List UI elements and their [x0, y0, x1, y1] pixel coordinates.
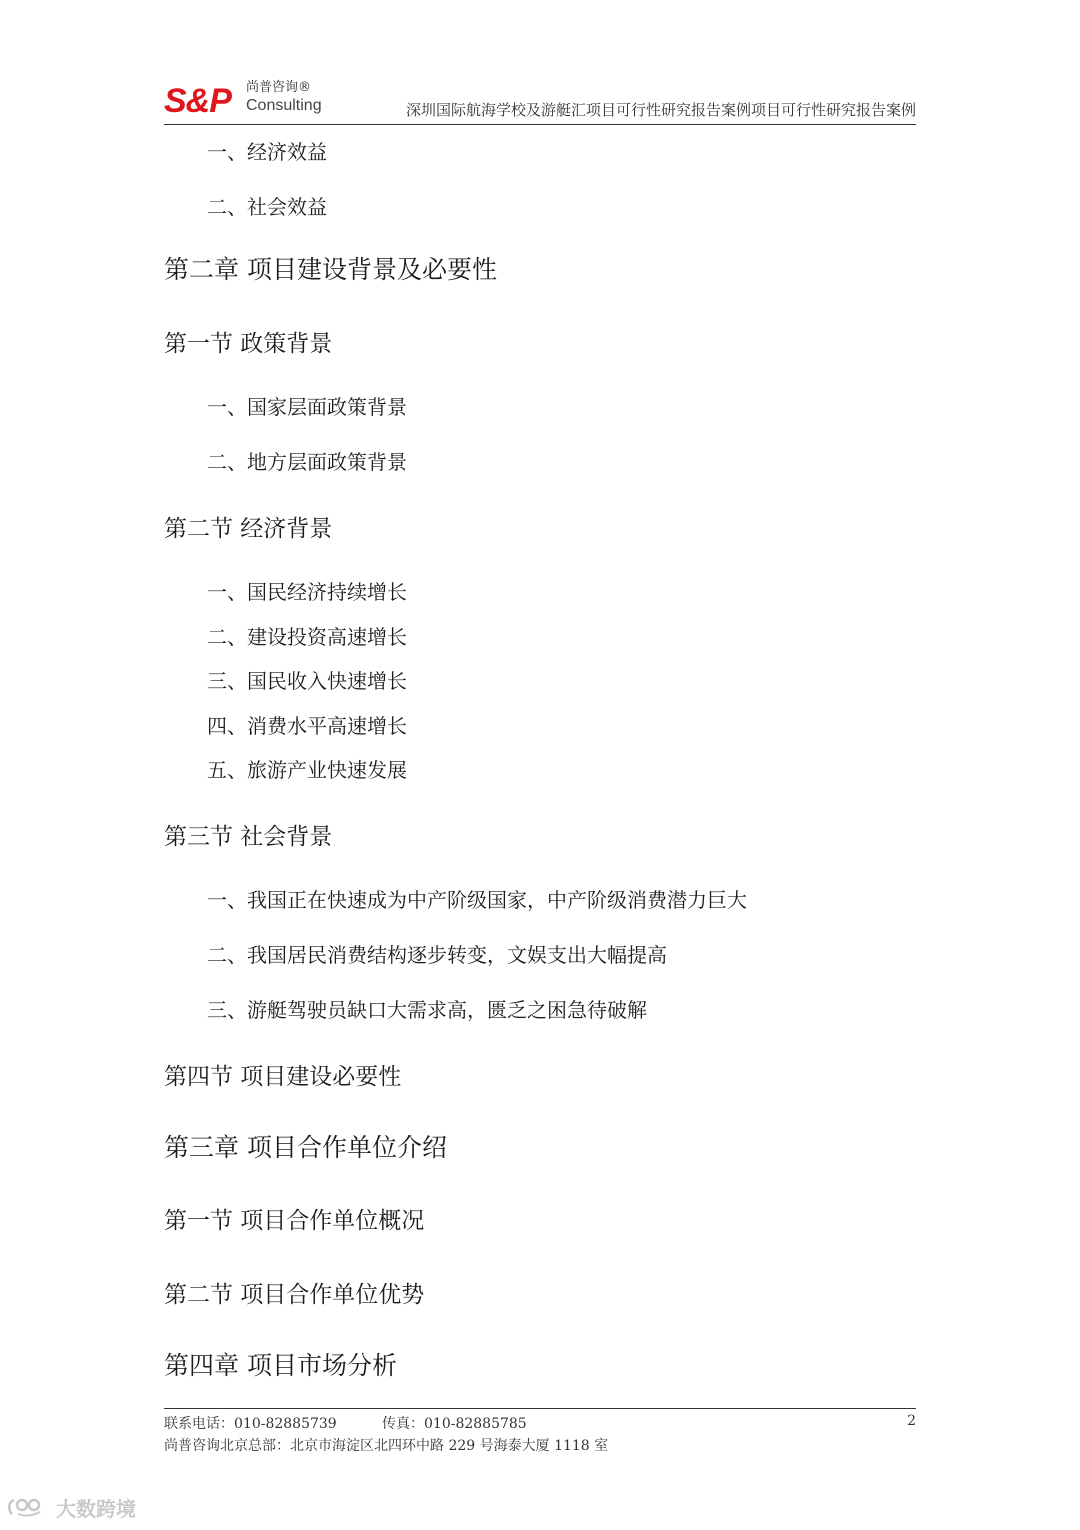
- toc-section: 第二节 经济背景: [164, 516, 333, 542]
- toc-item: 二、社会效益: [207, 195, 327, 219]
- toc-section: 第三节 社会背景: [164, 824, 333, 850]
- toc-item: 一、国家层面政策背景: [207, 395, 407, 419]
- footer-address: 尚普咨询北京总部：北京市海淀区北四环中路 229 号海泰大厦 1118 室: [164, 1438, 609, 1454]
- logo-english-name: Consulting: [246, 97, 322, 114]
- toc-item: 二、建设投资高速增长: [207, 625, 407, 649]
- toc-item: 二、我国居民消费结构逐步转变，文娱支出大幅提高: [207, 943, 667, 967]
- toc-chapter: 第三章 项目合作单位介绍: [164, 1133, 447, 1162]
- toc-chapter: 第二章 项目建设背景及必要性: [164, 255, 497, 284]
- toc-section: 第四节 项目建设必要性: [164, 1064, 402, 1090]
- toc-chapter: 第四章 项目市场分析: [164, 1351, 397, 1380]
- toc-item: 三、国民收入快速增长: [207, 669, 407, 693]
- footer-fax: 传真：010-82885785: [382, 1416, 527, 1432]
- toc-item: 四、消费水平高速增长: [207, 714, 407, 738]
- watermark: [6, 1494, 136, 1520]
- toc-item: 一、经济效益: [207, 140, 327, 164]
- toc-section: 第一节 项目合作单位概况: [164, 1208, 425, 1234]
- toc-section: 第二节 项目合作单位优势: [164, 1282, 425, 1308]
- watermark-text: 大数跨境: [56, 1496, 136, 1521]
- watermark-logo-icon: [6, 1496, 50, 1518]
- logo-chinese-name: 尚普咨询®: [246, 80, 312, 95]
- toc-section: 第一节 政策背景: [164, 331, 333, 357]
- page-number: 2: [907, 1413, 916, 1429]
- toc-item: 一、国民经济持续增长: [207, 580, 407, 604]
- toc-item: 五、旅游产业快速发展: [207, 758, 407, 782]
- logo-mark: S&P: [164, 82, 231, 120]
- page-footer: [164, 1408, 916, 1455]
- toc-item: 二、地方层面政策背景: [207, 450, 407, 474]
- footer-phone: 联系电话：010-82885739: [164, 1416, 337, 1432]
- toc-item: 三、游艇驾驶员缺口大需求高，匮乏之困急待破解: [207, 998, 647, 1022]
- report-title: 深圳国际航海学校及游艇汇项目可行性研究报告案例项目可行性研究报告案例: [405, 101, 916, 119]
- toc-item: 一、我国正在快速成为中产阶级国家，中产阶级消费潜力巨大: [207, 888, 747, 912]
